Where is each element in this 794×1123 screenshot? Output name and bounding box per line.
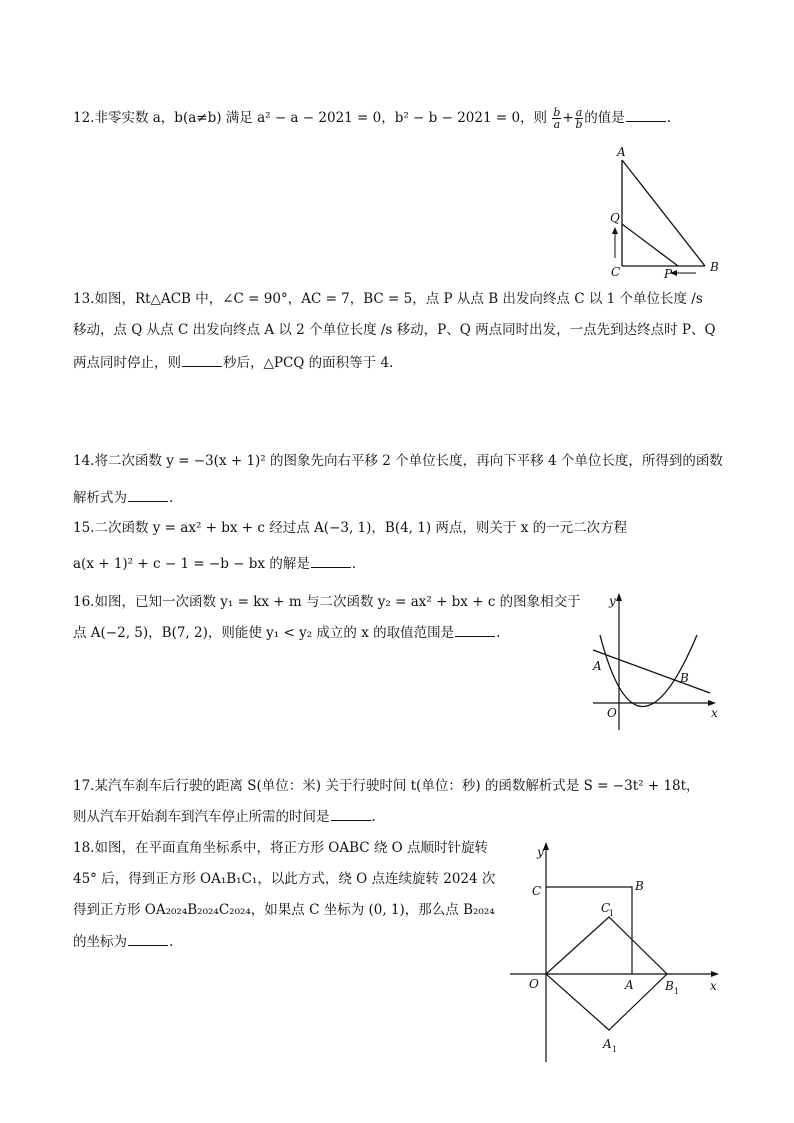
q17-line-2: 则从汽车开始刹车到汽车停止所需的时间是 . <box>73 806 376 827</box>
label-p: P <box>664 267 673 281</box>
q12-answer-blank[interactable] <box>626 107 666 122</box>
question-12: 12.非零实数 a，b(a≠b) 满足 a² − a − 2021 = 0，b² − b − 2021 = 0，则 $\frac{b}{a}$ + $\frac{a}{b}$ 的值是 . <box>73 106 672 131</box>
label-q: Q <box>610 211 620 225</box>
q12-text-a: 12.非零实数 a，b(a≠b) 满足 a² − a − 2021 = 0，b² − b − 2021 = 0，则 <box>73 110 548 126</box>
label-x: x <box>710 979 717 993</box>
segment-ab <box>622 160 705 266</box>
q14-line-2: 解析式为 . <box>73 487 173 508</box>
label-a: A <box>625 978 634 992</box>
q16-graph-figure <box>585 590 725 735</box>
q13-line-1: 13.如图，Rt△ACB 中，∠C = 90°，AC = 7，BC = 5，点 P 从点 B 出发向终点 C 以 1 个单位长度 /s <box>73 291 703 307</box>
q18-line-1: 18.如图，在平面直角坐标系中，将正方形 OABC 绕 O 点顺时针旋转 <box>73 840 489 856</box>
y-axis-arrow-icon <box>543 842 549 850</box>
label-y: y <box>609 594 616 608</box>
label-a1: A <box>603 1037 612 1051</box>
q16-line-2: 点 A(−2, 5)，B(7, 2)，则能使 y₁ < y₂ 成立的 x 的取值范围是 . <box>73 622 500 643</box>
label-b1: B <box>665 979 674 993</box>
q16-answer-blank[interactable] <box>455 622 495 637</box>
q13-triangle-figure <box>600 140 730 285</box>
segment-qp <box>622 224 678 266</box>
q14-answer-blank[interactable] <box>128 487 168 502</box>
q14-line-1: 14.将二次函数 y = −3(x + 1)² 的图象先向右平移 2 个单位长度，再向下平移 4 个单位长度，所得到的函数 <box>73 453 723 469</box>
label-o: O <box>607 706 617 720</box>
q12-fraction-1: $\frac{b}{a}$ <box>553 106 561 131</box>
label-b1-sub: 1 <box>674 987 680 996</box>
label-b: B <box>635 879 644 893</box>
label-c: C <box>532 884 542 898</box>
q18-line-2: 45° 后，得到正方形 OA₁B₁C₁，以此方式，绕 O 点连续旋转 2024 次 <box>73 871 496 887</box>
label-a: A <box>617 145 626 159</box>
q13-line-2: 移动，点 Q 从点 C 出发向终点 A 以 2 个单位长度 /s 移动，P、Q 两点同时出发，一点先到达终点时 P、Q <box>73 322 716 338</box>
q18-line-4: 的坐标为 . <box>73 931 173 952</box>
arrow-up-head-icon <box>612 227 618 234</box>
label-x: x <box>711 706 718 720</box>
q18-square-rotation-figure <box>505 838 730 1068</box>
q16-line-1: 16.如图，已知一次函数 y₁ = kx + m 与二次函数 y₂ = ax² + bx + c 的图象相交于 <box>73 594 581 610</box>
q18-line-3: 得到正方形 OA₂₀₂₄B₂₀₂₄C₂₀₂₄，如果点 C 坐标为 (0, 1)，那么点 B₂₀₂₄ <box>73 902 495 918</box>
q13-answer-blank[interactable] <box>182 352 222 367</box>
q17-answer-blank[interactable] <box>331 806 371 821</box>
line-y1 <box>593 650 710 693</box>
q12-plus: + <box>562 110 574 126</box>
q15-line-2: a(x + 1)² + c − 1 = −b − bx 的解是 . <box>73 553 356 574</box>
label-a: A <box>593 659 602 673</box>
square-oabc <box>546 887 632 974</box>
q15-line-1: 15.二次函数 y = ax² + bx + c 经过点 A(−3, 1)，B(4, 1) 两点，则关于 x 的一元二次方程 <box>73 520 628 536</box>
q12-fraction-2: $\frac{a}{b}$ <box>575 106 583 131</box>
label-a1-sub: 1 <box>612 1045 618 1054</box>
label-c1-sub: 1 <box>609 909 615 918</box>
q15-answer-blank[interactable] <box>311 553 351 568</box>
x-axis-arrow-icon <box>711 971 719 977</box>
label-b: B <box>680 671 689 685</box>
label-o: O <box>529 977 539 991</box>
label-c: C <box>611 265 621 279</box>
q17-line-1: 17.某汽车刹车后行驶的距离 S(单位：米) 关于行驶时间 t(单位：秒) 的函数解析式是 S = −3t² + 18t， <box>73 778 700 794</box>
q12-text-b: 的值是 <box>584 110 625 126</box>
q13-line-3: 两点同时停止，则 秒后，△PCQ 的面积等于 4. <box>73 352 393 373</box>
label-b: B <box>710 260 719 274</box>
label-y: y <box>537 845 544 859</box>
y-axis-arrow-icon <box>616 593 622 601</box>
label-c1: C <box>601 901 611 915</box>
q18-answer-blank[interactable] <box>128 931 168 946</box>
